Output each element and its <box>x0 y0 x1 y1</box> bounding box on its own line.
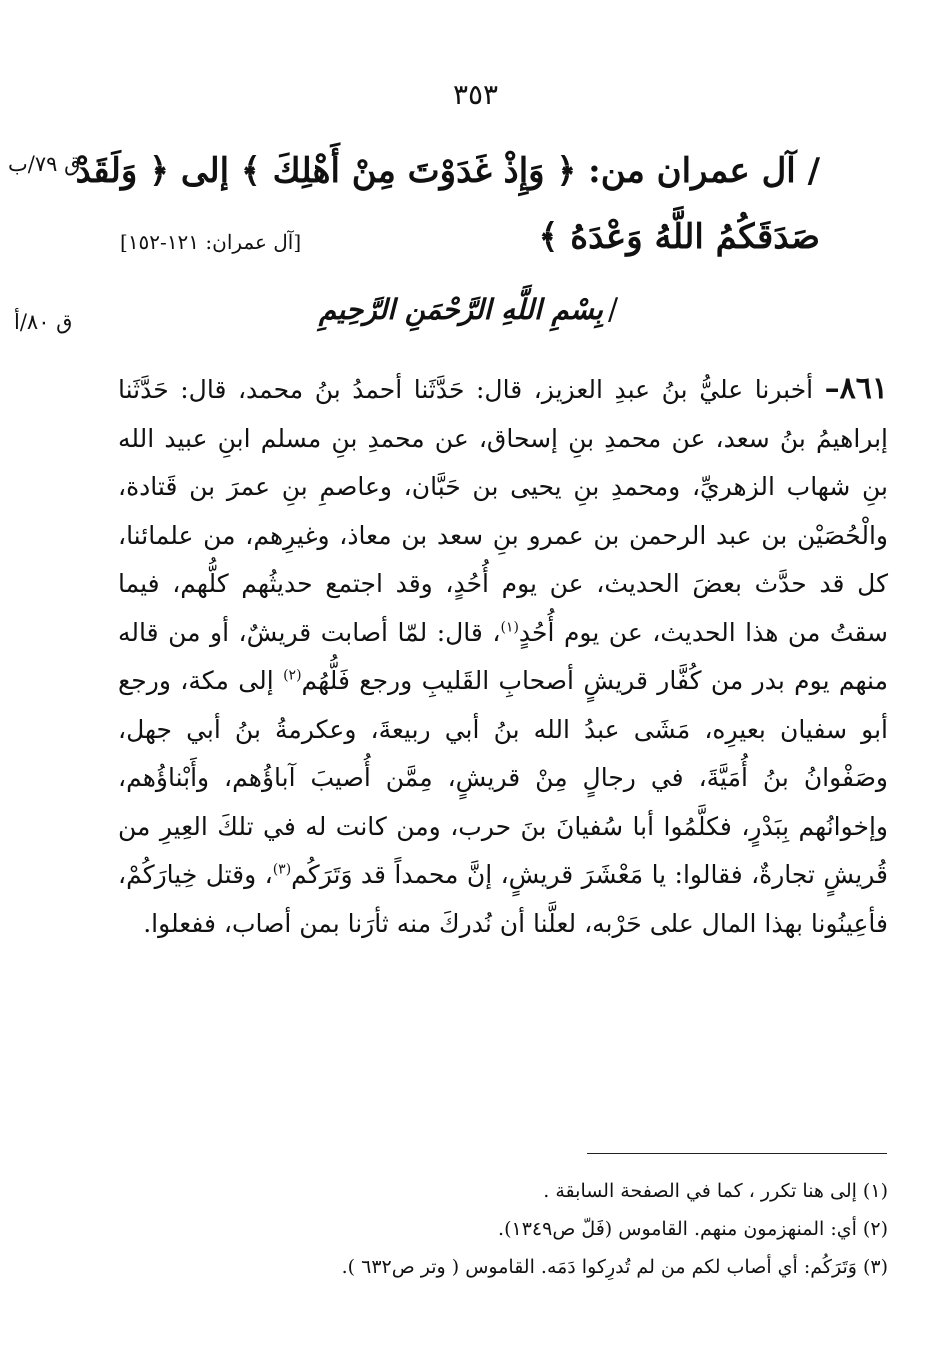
section-heading-line1: / آل عمران من: ﴿ وَإِذْ غَدَوْتَ مِنْ أَهْلِكَ ﴾ إلى ﴿ وَلَقَدْ <box>75 151 820 191</box>
hadith-text-part4: ، وقتل خِيارَكُمْ، فأعِينُونا بهذا المال على حَرْبه، لعلَّنا أن نُدركَ منه ثأرَنا بمن أصاب، ففعلوا. <box>118 860 888 938</box>
hadith-text-part2: ، قال: لمّا أصابت قريشٌ، أو من قاله منهم يوم بدر من كُفَّار قريشٍ أصحابِ القَليبِ ورجع فَلُّهُم <box>118 617 888 695</box>
quran-source-reference: [آل عمران: ١٢١-١٥٢] <box>120 230 302 254</box>
footnote-ref-3: (٣) <box>272 861 292 878</box>
footnote-ref-1: (١) <box>500 619 519 636</box>
section-heading-line2: صَدَقَكُمُ اللَّهُ وَعْدَهُ ﴾ <box>538 217 820 257</box>
basmala-text: بِسْمِ اللَّهِ الرَّحْمَنِ الرَّحِيمِ <box>318 293 603 326</box>
folio-margin-note-2: ق ٨٠/أ <box>14 310 73 334</box>
hadith-body <box>118 365 888 948</box>
footnotes <box>118 1172 888 1286</box>
folio-margin-note: ق ٧٩/ب <box>8 152 81 176</box>
hadith-text-part3: إلى مكة، ورجع أبو سفيان بعيرِه، مَشَى عبدُ الله بنُ أبي ربيعةَ، وعكرمةُ بنُ أبي جهل، وصَفْوانُ بنُ أُمَيَّةَ، في رجالٍ مِنْ قريشٍ، مِمَّن أُصيبَ آباؤُهم، وأَبْناؤُهم، وإخوانُهم بِبَدْرٍ، فكلَّمُوا أبا سُفيانَ بنَ حرب، ومن كانت له في تلكَ العِيرِ من قُريشٍ تجارةٌ، فقالوا: يا مَعْشَرَ قريشٍ، إنَّ محمداً قد وَتَرَكُم <box>118 666 888 889</box>
footnote-divider <box>587 1153 887 1154</box>
footnote-1: (١) إلى هنا تكرر ، كما في الصفحة السابقة . <box>543 1180 888 1202</box>
basmala-slash: / <box>607 292 619 327</box>
hadith-number: ٨٦١– <box>824 371 888 406</box>
footnote-2: (٢) أي: المنهزمون منهم. القاموس (فَلّ ص١٣٤٩). <box>498 1218 888 1240</box>
footnote-ref-2: (٢) <box>283 667 302 684</box>
basmala <box>0 292 951 327</box>
page-number: ٣٥٣ <box>452 78 499 111</box>
footnote-3: (٣) وَتَرَكُم: أي أصاب لكم من لم تُدرِكوا دَمَه. القاموس ( وتر ص٦٣٢ ). <box>341 1256 888 1278</box>
hadith-text-part1: أخبرنا عليُّ بنُ عبدِ العزيز، قال: حَدَّثَنا أحمدُ بنُ محمد، قال: حَدَّثَنا إبراهيمُ بنُ سعد، عن محمدِ بنِ إسحاق، عن محمدِ بنِ مسلم ابنِ عبيد الله بنِ شهاب الزهريِّ، ومحمدِ بنِ يحيى بن حَبَّان، وعاصمِ بنِ عمرَ بن قَتادة، والْحُصَيْن بن عبد الرحمن بن عمرو بنِ سعد بن معاذ، وغيرِهم، من علمائنا، كل قد حدَّث بعضَ الحديث، عن يوم أُحُدٍ، وقد اجتمع حديثُهم كلُّهم، فيما سقتُ من هذا الحديث، عن يوم أُحُدٍ <box>118 375 889 647</box>
